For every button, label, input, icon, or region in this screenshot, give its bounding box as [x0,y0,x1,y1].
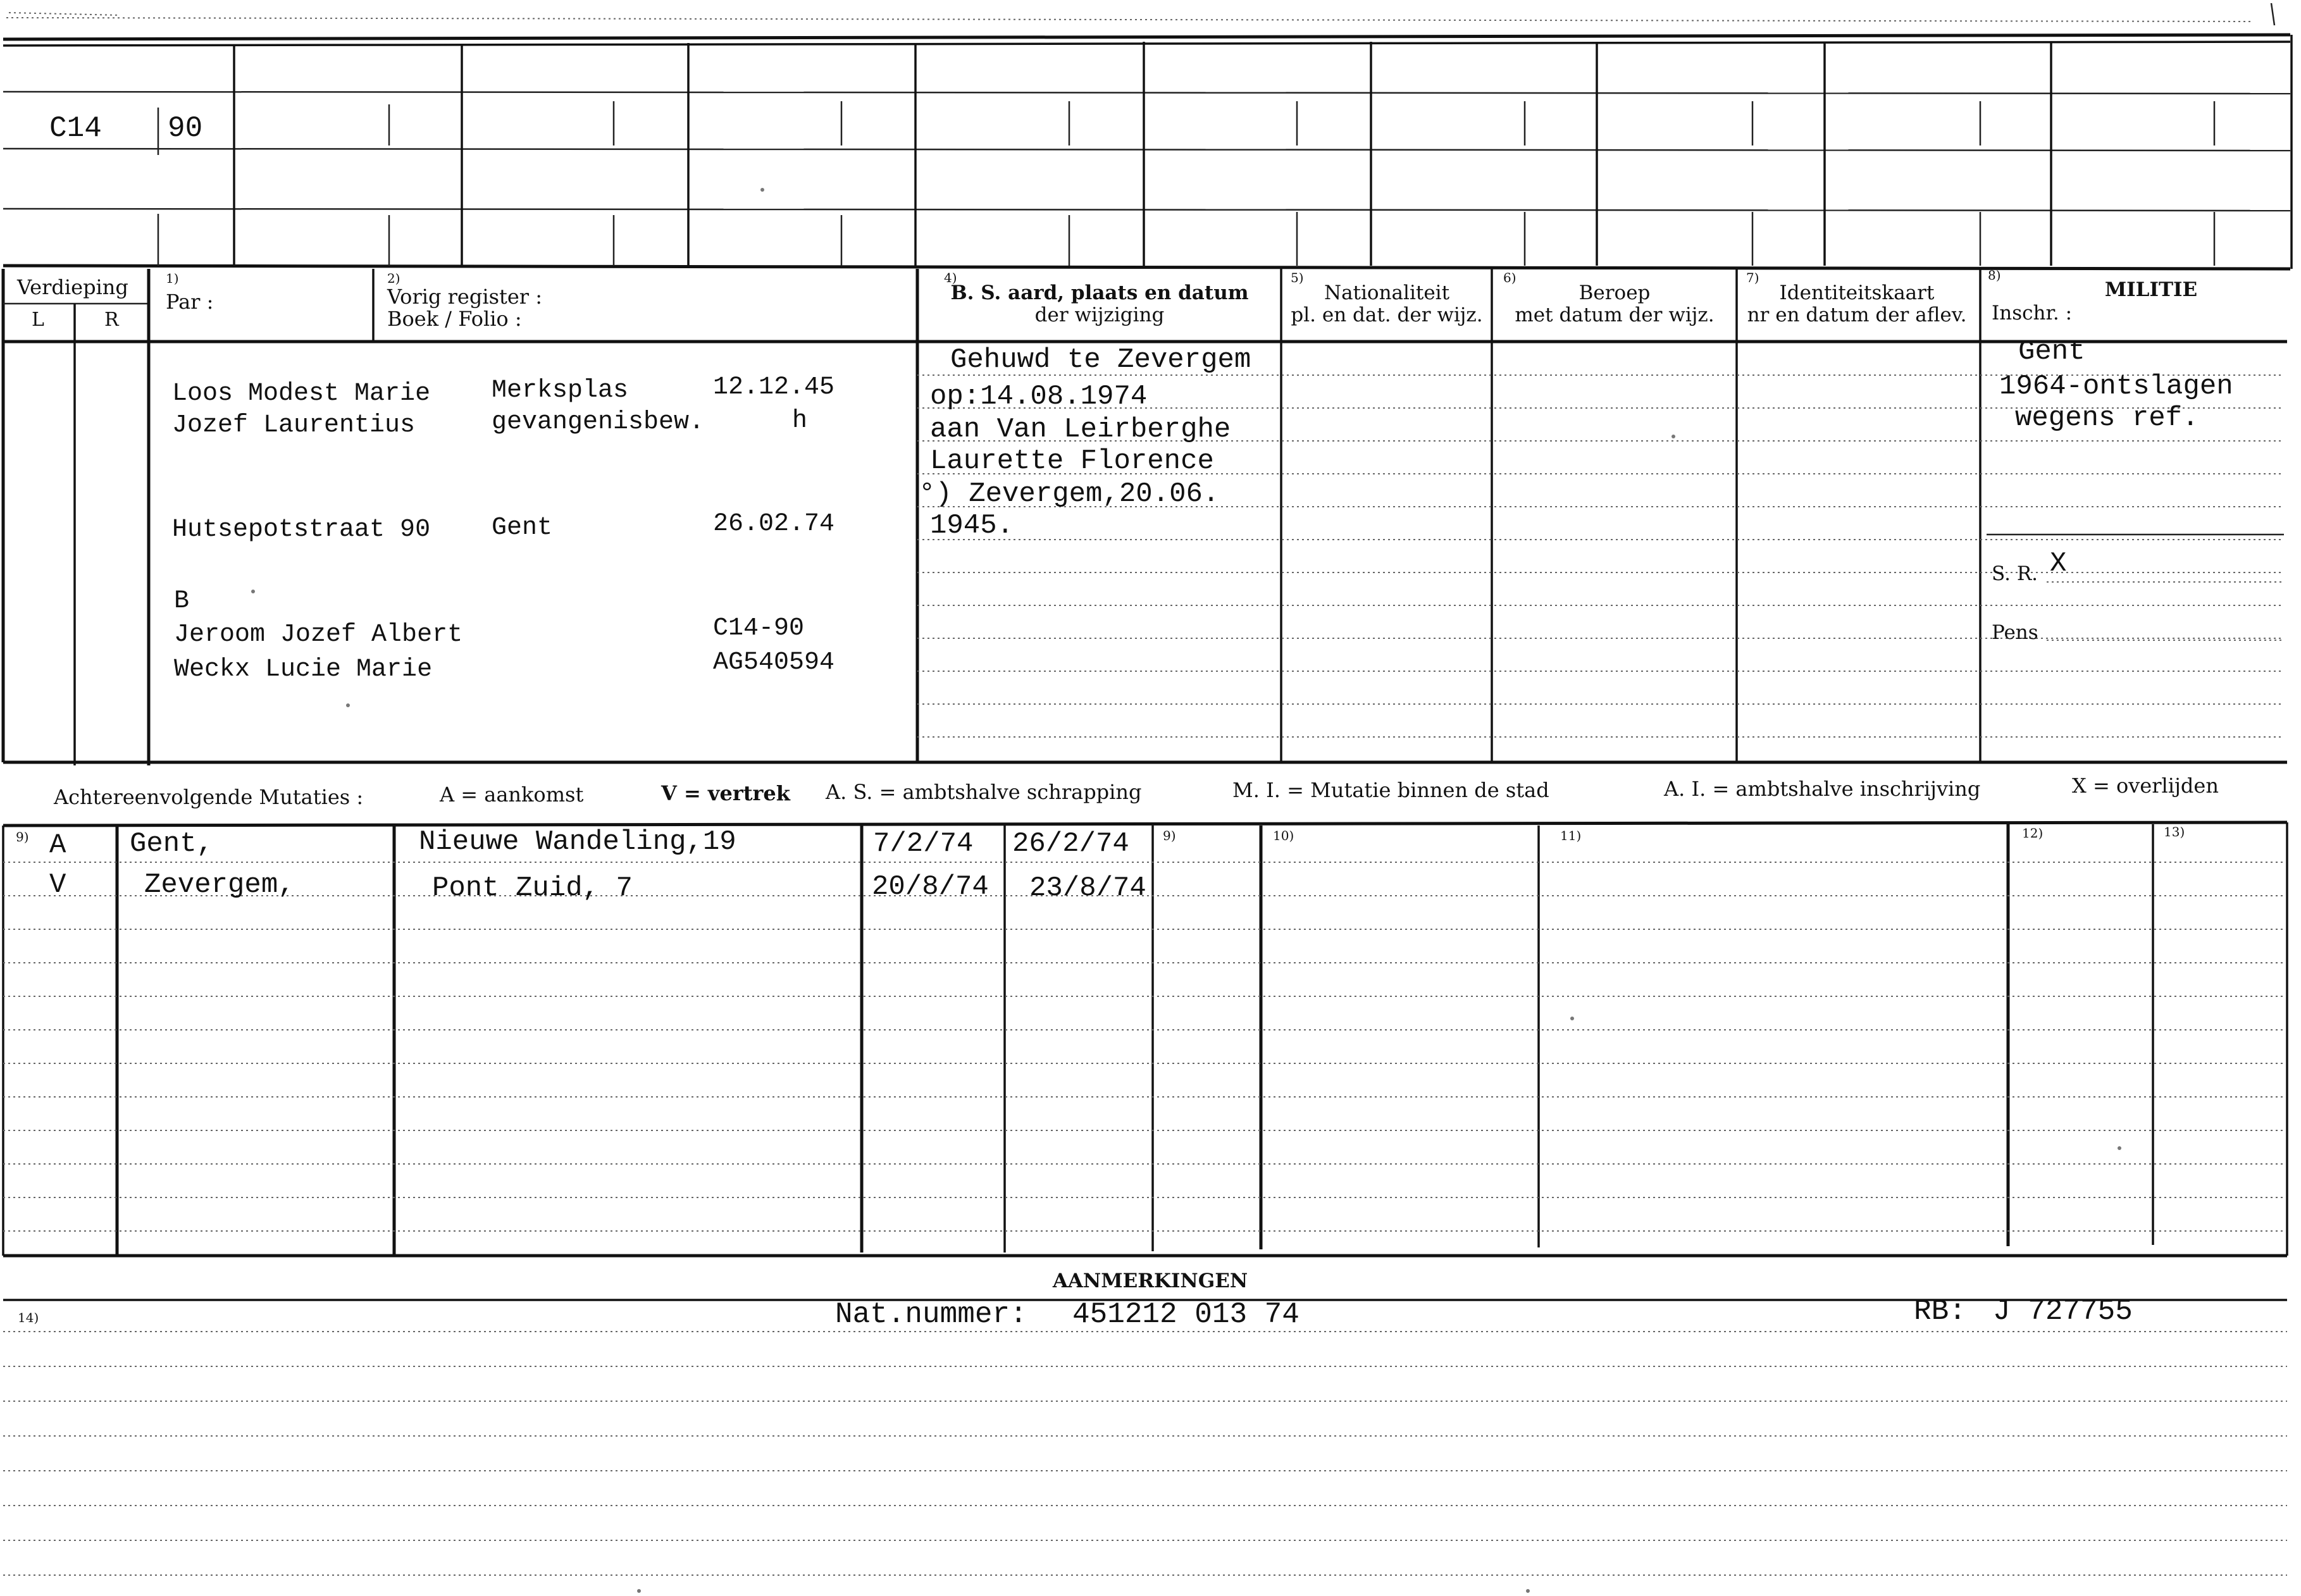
nationaliteit-header-line2: pl. en dat. der wijz. [1291,304,1483,326]
civil-status-line: Gehuwd te Zevergem [950,344,1251,376]
identiteitskaart-header-line1: Identiteitskaart [1779,281,1935,304]
nat-nummer-label: Nat.nummer: [835,1298,1027,1331]
mutation-street: Nieuwe Wandeling,19 [419,826,736,858]
note-5: 5) [1291,270,1304,285]
note-12: 12) [2022,826,2044,841]
legend-ambtshalve-schrapping: A. S. = ambtshalve schrapping [826,780,1142,804]
mutaties-label: Achtereenvolgende Mutaties : [54,785,364,809]
mutation-date1: 20/8/74 [872,871,989,903]
legend-vertrek: V = vertrek [661,781,790,805]
house-number: 90 [168,112,203,145]
verdieping-l-label: L [32,309,44,331]
rb-value: J 727755 [1993,1295,2133,1328]
sr-value: X [2050,548,2067,579]
person-name-line1: Loos Modest Marie [172,380,431,408]
mutation-type: A [49,829,66,861]
verdieping-label: Verdieping [17,275,128,299]
note-9: 9) [16,829,29,844]
note-13: 13) [2164,824,2185,839]
mutation-date2: 26/2/74 [1012,828,1129,860]
sr-label: S. R. [1992,562,2038,585]
note-10: 10) [1273,828,1294,843]
address: Hutsepotstraat 90 [172,516,431,544]
civil-status-line: °) Zevergem,20.06. [919,478,1220,510]
parents-marker: B [174,587,190,616]
pens-label: Pens [1992,621,2038,644]
aanmerkingen-heading: AANMERKINGEN [1052,1270,1248,1292]
birth-date: 12.12.45 [713,373,835,402]
note-11: 11) [1560,828,1582,843]
mother-name: Weckx Lucie Marie [174,655,433,684]
note-6: 6) [1503,270,1516,285]
mother-code: AG540594 [713,648,835,677]
identiteitskaart-header-line2: nr en datum der aflev. [1747,304,1967,326]
address-date: 26.02.74 [713,510,835,538]
note-1: 1) [166,271,179,286]
profession: gevangenisbew. [492,408,705,436]
nat-nummer-value: 451212 013 74 [1072,1298,1299,1331]
note-9b: 9) [1163,828,1176,843]
bs-header-line2: der wijziging [1034,304,1165,326]
mutation-city: Gent, [130,828,214,860]
civil-status-line: aan Van Leirberghe [930,414,1231,445]
profession-code: h [792,407,808,435]
militie-line: wegens ref. [2015,402,2199,434]
beroep-header-line2: met datum der wijz. [1515,304,1715,326]
father-code: C14-90 [713,614,805,643]
legend-aankomst: A = aankomst [440,783,584,807]
legend-mutatie-binnen-stad: M. I. = Mutatie binnen de stad [1232,778,1549,802]
mutation-date1: 7/2/74 [873,828,974,860]
nationaliteit-header-line1: Nationaliteit [1324,281,1450,304]
militie-line: 1964-ontslagen [1999,371,2233,402]
address-city: Gent [492,514,553,542]
mutation-type: V [49,869,66,901]
person-name-line2: Jozef Laurentius [172,411,416,440]
note-8: 8) [1988,268,2001,283]
mutation-row [49,826,1129,861]
section-code: C14 [49,112,102,145]
note-14: 14) [18,1310,39,1325]
beroep-header-line1: Beroep [1578,281,1651,304]
legend-overlijden: X = overlijden [2072,774,2219,798]
birth-place: Merksplas [492,376,629,405]
civil-status-line: Laurette Florence [930,445,1214,477]
vorig-register-label: Vorig register : [387,285,543,309]
rb-label: RB: [1914,1295,1966,1328]
note-2: 2) [387,271,400,286]
mutation-row [49,869,1146,904]
bs-header-line1: B. S. aard, plaats en datum [950,281,1249,304]
note-4: 4) [944,270,957,285]
note-7: 7) [1746,270,1759,285]
mutation-date2: 23/8/74 [1029,872,1146,904]
civil-status-line: 1945. [930,510,1014,541]
militie-line: Gent [2018,336,2085,368]
inschr-label: Inschr. : [1992,302,2073,325]
par-label: Par : [166,290,214,314]
mutation-city: Zevergem, [144,869,295,901]
legend-ambtshalve-inschrijving: A. I. = ambtshalve inschrijving [1664,777,1981,801]
civil-status-line: op:14.08.1974 [930,381,1148,412]
militie-header: MILITIE [2104,278,2198,301]
mutation-street: Pont Zuid, 7 [432,872,633,904]
verdieping-r-label: R [104,309,119,331]
father-name: Jeroom Jozef Albert [174,621,463,649]
boek-folio-label: Boek / Folio : [387,307,522,331]
